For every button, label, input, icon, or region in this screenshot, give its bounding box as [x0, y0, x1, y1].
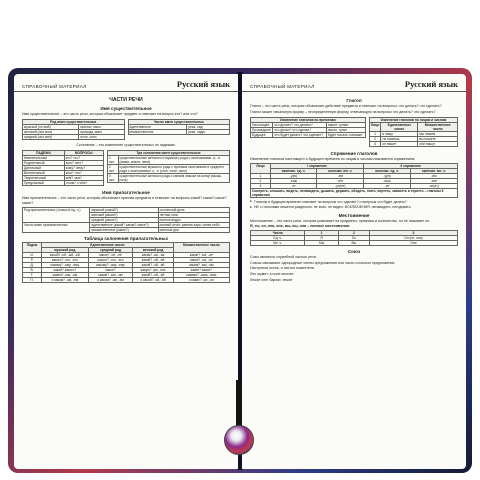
table-cell: 2 — [251, 179, 271, 184]
header-section-label: СПРАВОЧНЫЙ МАТЕРИАЛ — [22, 84, 87, 89]
table-cell: Дательный — [23, 165, 65, 170]
table-cell: какое? -ое, -ее — [88, 253, 133, 258]
table-header: II спряжение — [364, 164, 458, 169]
table-cell: летняя ночь — [158, 212, 229, 217]
table-cell: что будет делать? что сделает? — [273, 132, 326, 137]
left-page — [14, 74, 238, 469]
table-cell: -ете — [317, 179, 364, 184]
table-header: окончан. ед. ч. — [270, 169, 316, 174]
table-header: Единственное число — [381, 122, 418, 131]
table-cell: Д. — [23, 263, 42, 268]
table-header: Единственное число — [42, 243, 174, 248]
table-cell: вы пишете — [418, 136, 458, 141]
table-cell: И. — [23, 253, 42, 258]
table-cell: -ишь — [364, 179, 410, 184]
header-subject-title: Русский язык — [404, 79, 458, 89]
table-header: Множественное число — [173, 243, 229, 253]
conjugation-table — [250, 163, 458, 198]
table-cell: Вы — [338, 241, 369, 246]
table-cell: светлые дни — [158, 227, 229, 232]
table-header: 2 — [338, 231, 369, 236]
table-cell: 1 скл. — [108, 155, 119, 164]
conjunction-heading: Союз — [347, 249, 361, 255]
page-title: ЧАСТИ РЕЧИ — [109, 97, 143, 103]
noun-gender-table — [22, 119, 125, 140]
verb-person-table — [369, 117, 458, 147]
pronoun-list: Я, ты, он, она, оно, мы, вы, они – личные местоимения. — [250, 224, 350, 229]
conjunction-example: Лес шумит, а поле молчит. — [250, 272, 295, 277]
right-page — [242, 74, 466, 469]
table-header: Лицо — [251, 164, 271, 174]
noun-definition: Имя существительное – это часть речи, которая обозначает предмет и отвечает на вопрос кто? или что? — [22, 112, 198, 116]
table-cell: о каком? -ом, -ем — [88, 278, 133, 283]
table-cell: какой? -ой, -ей — [133, 258, 173, 263]
table-cell: полный отчёт, ранняя заря, синее небо — [158, 222, 229, 227]
table-cell: Именительный — [23, 155, 65, 160]
table-cell: что делает? что делают? — [273, 122, 326, 127]
table-cell: реки, сады — [187, 130, 230, 135]
table-cell: -ит — [364, 184, 410, 189]
table-cell: 3 — [369, 141, 380, 146]
conjunction-definition: Союз является служебной частью речи. — [250, 255, 317, 260]
table-header: 1 — [305, 231, 338, 236]
verb-bullet: ■ НЕ с глаголами пишется раздельно: не знал, не видел. ИСКЛЮЧЕНИЯ: ненавидеть, негодовать. — [250, 205, 458, 209]
table-cell: каким? -ым, -им — [42, 273, 89, 278]
table-cell: полное ведро — [158, 217, 229, 222]
table-cell: существительные женского рода с мягким знаком на конце (мышь, ночь) — [118, 173, 230, 182]
table-cell: поле, окно — [79, 135, 124, 140]
table-cell: -ут(ют) — [317, 184, 364, 189]
conjunction-example: Наступила осень, и листья пожелтели. — [250, 266, 315, 271]
table-cell: какому? -ому, -ему — [42, 263, 89, 268]
table-cell: какие? -ые, -ие — [173, 253, 229, 258]
cases-table — [22, 150, 104, 186]
table-cell: о каком? -ом, -ем — [42, 278, 89, 283]
table-cell: каким? -ым, -им — [173, 263, 229, 268]
table-header: окончан. мн. ч. — [410, 169, 457, 174]
conjugation-definition: Изменение глаголов настоящего и будущего времени по лицам и числам называется спряжением. — [250, 157, 416, 162]
table-cell: какой? -ой, -ей — [133, 263, 173, 268]
table-cell: мы пишем — [418, 131, 458, 136]
table-cell: какого? -ого, -его — [88, 258, 133, 263]
adjective-declension-table — [22, 242, 230, 283]
declension-types-title: Три склонения имен существительных — [108, 150, 230, 155]
table-cell: о какой? -ой, -ей — [133, 278, 173, 283]
table-cell: кто? что? — [64, 155, 103, 160]
table-row — [251, 241, 458, 246]
table-cell: река, сад — [187, 125, 230, 130]
table-cell: какими? -ыми, -ими — [173, 273, 229, 278]
table-cell: солнечный день — [158, 207, 229, 212]
declension-note: Склонение – это изменение существительных по падежам. — [76, 142, 176, 147]
table-cell: женский (она моя) — [23, 130, 79, 135]
table-header: I спряжение — [270, 164, 364, 169]
table-cell: ты пишешь — [381, 136, 418, 141]
header-subject-title: Русский язык — [176, 79, 230, 89]
header-section-label: СПРАВОЧНЫЙ МАТЕРИАЛ — [250, 84, 315, 89]
table-cell: кого? чего? — [64, 160, 103, 165]
table-header: Лицо — [369, 122, 380, 131]
table-row — [23, 278, 230, 283]
table-cell: женский (какая?) — [90, 212, 158, 217]
table-cell: какой? какого? — [42, 268, 89, 273]
page-header — [14, 74, 238, 92]
noun-number-table-title: Число имен существительных — [128, 120, 230, 125]
table-cell: Я — [305, 236, 338, 241]
table-cell: Родительный — [23, 160, 65, 165]
table-cell: Настоящее — [251, 122, 273, 127]
table-cell: Будущее — [251, 132, 273, 137]
table-cell: Прошедшее — [251, 127, 273, 132]
verb-heading: Глагол — [346, 98, 362, 103]
table-header: окончан. мн. ч. — [317, 169, 364, 174]
table-cell: В. — [23, 268, 42, 273]
table-header: средний род — [88, 248, 133, 253]
adjective-definition: Имя прилагательное – это часть речи, которая обозначает признак предмета и отвечает на вопросы какой? какая? какое? какие? — [22, 196, 227, 205]
table-cell: я пишу — [381, 131, 418, 136]
adjective-gender-number-table — [22, 207, 230, 233]
table-cell: Он (он, она) — [369, 236, 457, 241]
table-cell: какая? -ая, -яя — [133, 253, 173, 258]
table-cell: -ат(ят) — [410, 184, 457, 189]
table-header: Число — [251, 231, 305, 236]
table-cell: 1 — [251, 174, 271, 179]
noun-gender-table-title: Род имен существительных — [23, 120, 125, 125]
table-cell: -ите — [410, 179, 457, 184]
noun-number-table — [128, 119, 231, 135]
table-cell: существительные женского и мужского рода с окончаниями -а, -я (мама, земля, папа) — [118, 155, 230, 164]
table-cell: природа, мать — [79, 130, 124, 135]
table-cell: П. — [23, 278, 42, 283]
table-cell: Мн. ч. — [251, 241, 305, 246]
table-cell: что делал? что сделал? — [273, 127, 326, 132]
page-header — [242, 74, 466, 92]
table-cell: Т. — [23, 273, 42, 278]
table-cell: какой? -ой, -ый, -ий — [42, 253, 89, 258]
table-cell: -ем — [317, 174, 364, 179]
table-cell: Предложный — [23, 180, 65, 185]
table-cell: о ком? о чём? — [64, 180, 103, 185]
table-header: мужской род — [42, 248, 89, 253]
table-header: женский род — [133, 248, 173, 253]
table-cell: они пишут — [418, 141, 458, 146]
table-cell: 2 скл. — [108, 164, 119, 173]
table-cell: единственное — [128, 125, 187, 130]
verb-bullet: ■ Глаголы в будущем времени отвечают на вопросы что сделает? и вопросы что будет делать? — [250, 200, 458, 204]
table-cell: существительные мужского рода с нулевым окончанием и среднего рода с окончаниями -о, -е (стол, поле, окно) — [118, 164, 230, 173]
table-header: Падеж — [23, 243, 42, 253]
table-cell: какому? -ому, -ему — [88, 263, 133, 268]
table-cell: каким? -ым, -им — [88, 273, 133, 278]
table-cell: какого? -ого, -его — [42, 258, 89, 263]
table-cell: пишет, гуляет — [326, 122, 365, 127]
verb-definition-2: Глагол может начальную форму – неопределенную форму, отвечающую на вопросы что делать? что сделать? — [250, 109, 436, 114]
table-cell: 3 — [251, 184, 271, 189]
adjective-declension-title: Таблица склонения прилагательных — [83, 235, 169, 241]
table-cell: о каких? -ых, -их — [173, 278, 229, 283]
verb-tense-title: Изменение глаголов по временам — [251, 117, 366, 122]
table-cell: Смотреть, слышать, видеть, ненавидеть, дышать, держать, обидеть, гнать, вертеть, зависеть и терпеть – глаголы II спряжения — [251, 189, 458, 198]
table-cell: средний (оно моё) — [23, 135, 79, 140]
conjunction-example: Лежит снег бархат, лежит — [250, 277, 293, 282]
table-cell: мужской (какой?) — [90, 207, 158, 212]
declension-types-table — [107, 150, 230, 183]
table-cell: кого? что? — [64, 170, 103, 175]
table-cell: множественное — [128, 130, 187, 135]
table-cell: Р. — [23, 258, 42, 263]
table-cell: будет писать, напишет — [326, 132, 365, 137]
pronoun-table — [250, 230, 458, 246]
table-cell: 2 — [369, 136, 380, 141]
table-cell: какое? — [88, 268, 133, 273]
table-cell: Ты — [338, 236, 369, 241]
noun-heading: Имя существительное — [100, 106, 152, 111]
table-cell: Творительный — [23, 175, 65, 180]
table-cell: -у(ю) — [364, 174, 410, 179]
conjunction-text: Союзы связывают однородные члены предложения или части сложного предложения. — [250, 260, 396, 265]
table-header: окончан. ед. ч. — [364, 169, 410, 174]
table-cell: множественное (какие?) — [90, 227, 158, 232]
table-cell: -им — [410, 174, 457, 179]
bookmark-ribbon[interactable] — [236, 380, 242, 428]
table-cell: единственное (какой? какая? какое?) — [90, 222, 158, 227]
table-header: ПАДЕЖИ — [23, 150, 65, 155]
pronoun-heading: Местоимение — [338, 212, 370, 218]
table-header: 3 — [369, 231, 457, 236]
table-cell: он пишет — [381, 141, 418, 146]
table-cell: мужской (он мой) — [23, 125, 79, 130]
table-cell: -ет — [270, 184, 316, 189]
verb-person-title: Изменение глаголов по лицам и числам — [369, 117, 457, 122]
table-cell: какой? -ой, -ей — [133, 273, 173, 278]
table-cell: -у(ю) — [270, 174, 316, 179]
table-cell: какую? -ую, -юю — [133, 268, 173, 273]
adjective-heading: Имя прилагательное — [102, 190, 150, 196]
table-cell: Ед. ч. — [251, 236, 305, 241]
table-cell: Мы — [305, 241, 338, 246]
table-cell: Число имен прилагательных — [23, 222, 90, 232]
conjugation-title: Спряжение глаголов — [330, 151, 378, 157]
table-cell: Род прилагательных (только в ед. ч.) — [23, 207, 90, 222]
table-cell: кому? чему? — [64, 165, 103, 170]
table-cell: каких? -ых, -их — [173, 258, 229, 263]
verb-definition: Глагол – это часть речи, которая обозначает действие предмета и отвечает на вопросы: что делать? что сделать? — [250, 104, 442, 108]
table-header: ВОПРОСЫ — [64, 150, 103, 155]
table-cell: писал, гулял — [326, 127, 365, 132]
table-cell: -ешь — [270, 179, 316, 184]
table-header: Множественное число — [418, 122, 458, 131]
table-cell: 1 — [369, 131, 380, 136]
table-cell: Винительный — [23, 170, 65, 175]
table-cell: молоко, мясо — [79, 125, 124, 130]
bookmark-charm[interactable] — [224, 425, 254, 455]
table-cell: кем? чем? — [64, 175, 103, 180]
table-cell: 3 скл. — [108, 173, 119, 182]
table-cell: какие? каких? — [173, 268, 229, 273]
verb-tense-table — [250, 117, 366, 138]
table-cell: Они — [369, 241, 457, 246]
pronoun-definition: Местоимение – это часть речи, которая указывает на предметы, признаки и количество, но не называет их. — [250, 218, 431, 223]
table-cell: средний (какое?) — [90, 217, 158, 222]
